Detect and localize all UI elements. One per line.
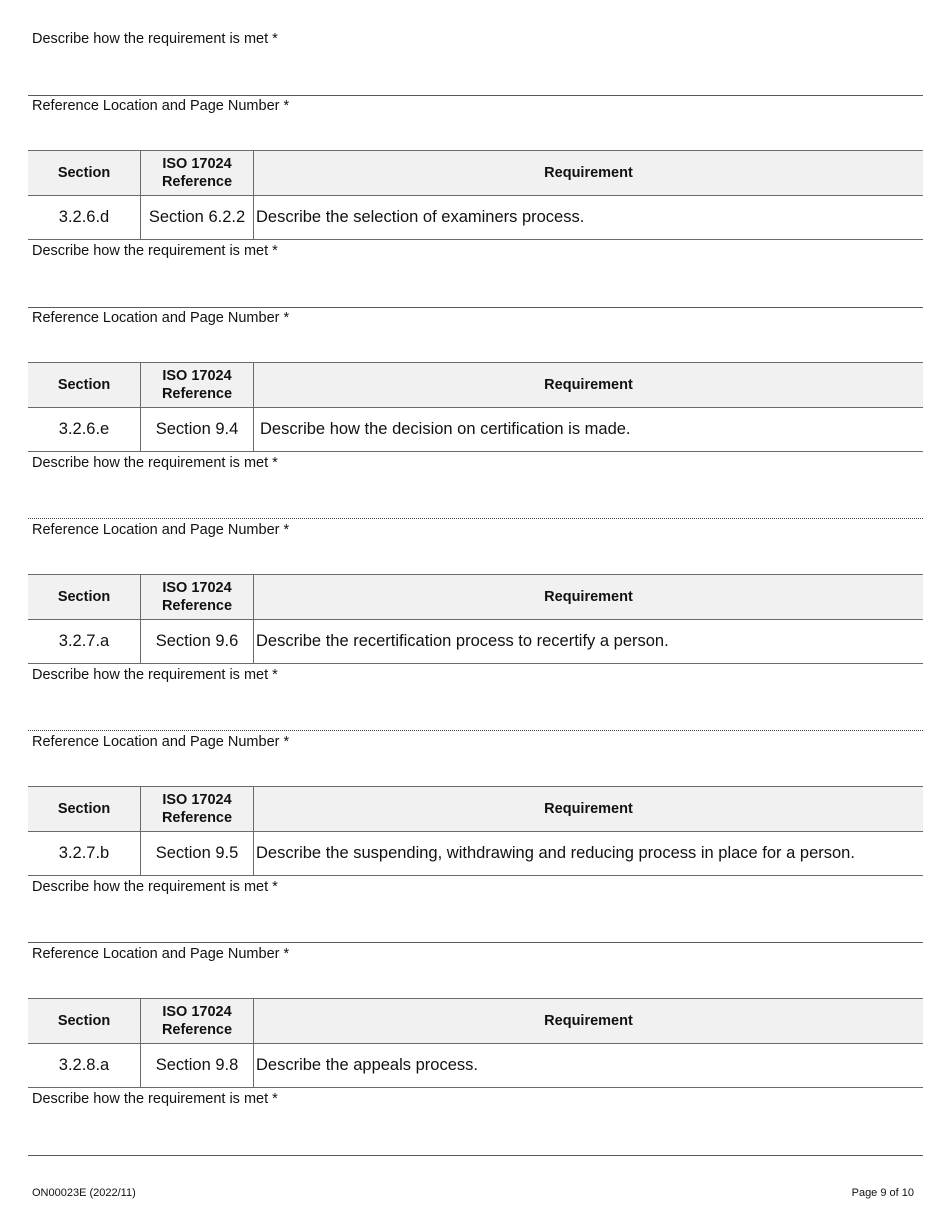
describe-label: Describe how the requirement is met *: [32, 879, 278, 895]
iso-header-line2: Reference: [161, 598, 233, 614]
describe-field[interactable]: [28, 730, 923, 731]
describe-field[interactable]: [28, 518, 923, 519]
reference-label: Reference Location and Page Number *: [32, 522, 290, 538]
iso-header-line1: ISO 17024: [162, 792, 232, 808]
section-header: Section: [28, 363, 141, 408]
section-header: Section: [28, 575, 141, 620]
table-header-row: [28, 787, 923, 832]
iso-reference-cell: Section 6.2.2: [141, 196, 254, 240]
iso-reference-header: [141, 999, 254, 1044]
iso-reference-cell: Section 9.5: [141, 832, 254, 876]
requirement-cell: Describe how the decision on certification is made.: [254, 408, 924, 452]
reference-label: Reference Location and Page Number *: [32, 734, 290, 750]
iso-header-line1: ISO 17024: [162, 580, 232, 596]
section-cell: 3.2.8.a: [28, 1044, 141, 1088]
requirement-cell: Describe the recertification process to recertify a person.: [254, 620, 924, 664]
section-header: Section: [28, 999, 141, 1044]
describe-label: Describe how the requirement is met *: [32, 667, 278, 683]
requirement-cell: Describe the selection of examiners process.: [254, 196, 924, 240]
iso-header-line1: ISO 17024: [162, 368, 232, 384]
describe-label: Describe how the requirement is met *: [32, 31, 278, 47]
table-row: [28, 832, 923, 876]
table-header-row: [28, 575, 923, 620]
iso-reference-cell: Section 9.6: [141, 620, 254, 664]
iso-header-line1: ISO 17024: [162, 1004, 232, 1020]
iso-reference-header: [141, 787, 254, 832]
describe-label: Describe how the requirement is met *: [32, 243, 278, 259]
table-header-row: [28, 999, 923, 1044]
iso-reference-cell: Section 9.4: [141, 408, 254, 452]
iso-reference-cell: Section 9.8: [141, 1044, 254, 1088]
table-row: [28, 620, 923, 664]
table-header-row: [28, 363, 923, 408]
iso-reference-header: [141, 151, 254, 196]
table-row: [28, 1044, 923, 1088]
requirement-cell: Describe the appeals process.: [254, 1044, 924, 1088]
form-number: ON00023E (2022/11): [32, 1187, 136, 1199]
section-cell: 3.2.6.d: [28, 196, 141, 240]
reference-label: Reference Location and Page Number *: [32, 98, 290, 114]
requirement-table: [28, 574, 923, 664]
describe-label: Describe how the requirement is met *: [32, 1091, 278, 1107]
table-row: [28, 196, 923, 240]
iso-header-line1: ISO 17024: [162, 156, 232, 172]
iso-reference-header: [141, 575, 254, 620]
iso-reference-header: [141, 363, 254, 408]
requirement-header: Requirement: [254, 999, 924, 1044]
requirement-header: Requirement: [254, 151, 924, 196]
describe-label: Describe how the requirement is met *: [32, 455, 278, 471]
requirement-table: [28, 150, 923, 240]
page-number: Page 9 of 10: [851, 1187, 914, 1199]
section-header: Section: [28, 151, 141, 196]
iso-header-line2: Reference: [161, 386, 233, 402]
reference-label: Reference Location and Page Number *: [32, 310, 290, 326]
table-header-row: [28, 151, 923, 196]
section-cell: 3.2.7.b: [28, 832, 141, 876]
iso-header-line2: Reference: [161, 174, 233, 190]
requirement-header: Requirement: [254, 363, 924, 408]
requirement-table: [28, 998, 923, 1088]
iso-header-line2: Reference: [161, 810, 233, 826]
describe-field[interactable]: [28, 1155, 923, 1156]
describe-field[interactable]: [28, 942, 923, 943]
requirement-table: [28, 362, 923, 452]
describe-field[interactable]: [28, 307, 923, 308]
reference-label: Reference Location and Page Number *: [32, 946, 290, 962]
requirement-cell: Describe the suspending, withdrawing and reducing process in place for a person.: [254, 832, 924, 876]
section-cell: 3.2.6.e: [28, 408, 141, 452]
requirement-table: [28, 786, 923, 876]
section-header: Section: [28, 787, 141, 832]
iso-header-line2: Reference: [161, 1022, 233, 1038]
requirement-header: Requirement: [254, 787, 924, 832]
requirement-header: Requirement: [254, 575, 924, 620]
describe-field[interactable]: [28, 95, 923, 96]
table-row: [28, 408, 923, 452]
section-cell: 3.2.7.a: [28, 620, 141, 664]
